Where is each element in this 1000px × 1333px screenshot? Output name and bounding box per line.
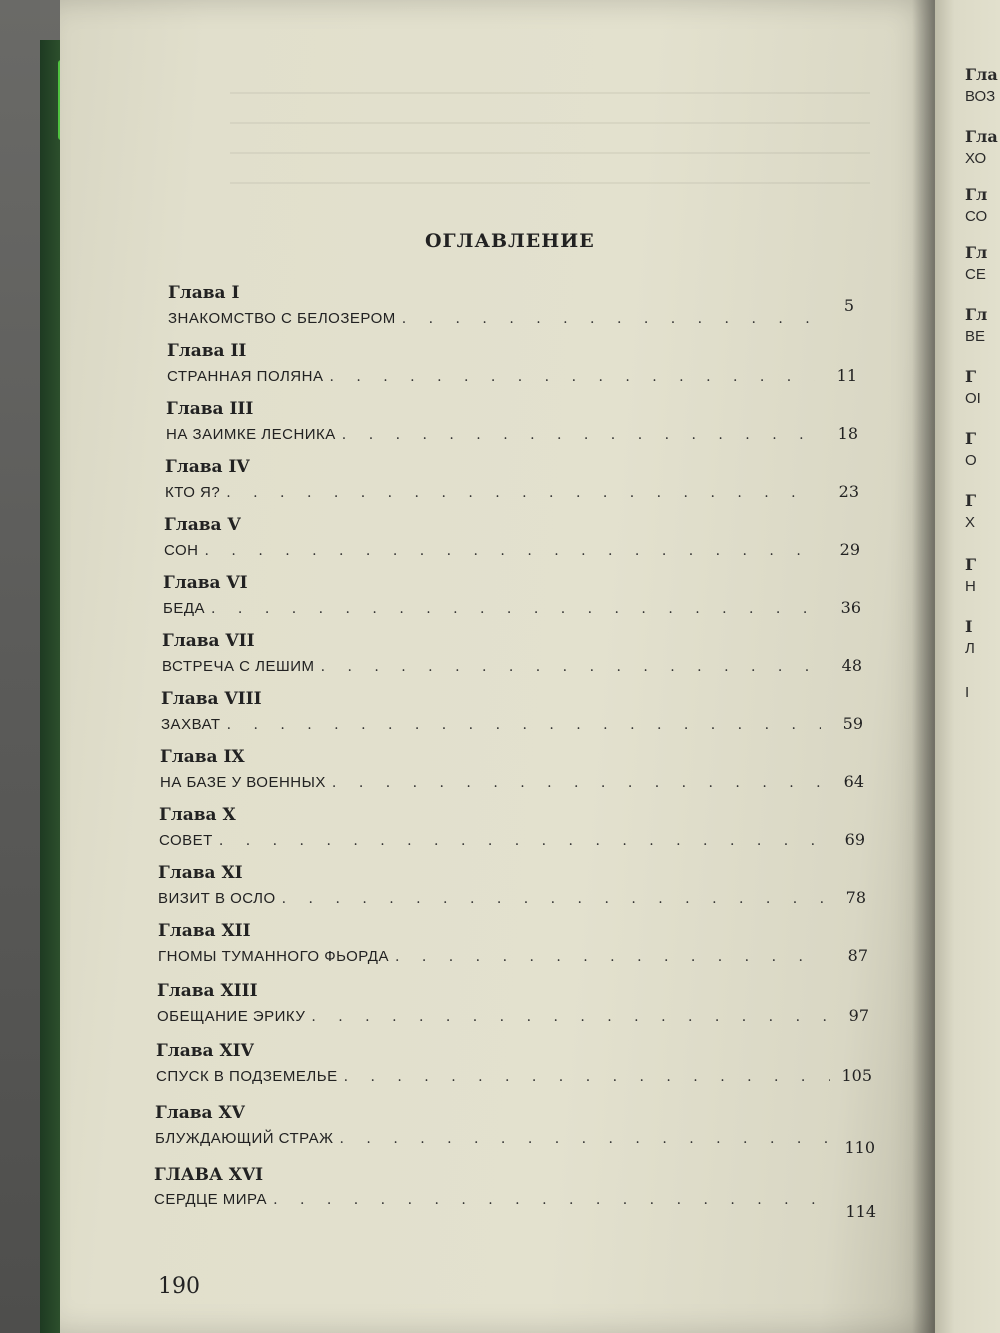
- right-page: [935, 0, 1000, 1333]
- right-page-fragment: [965, 680, 969, 702]
- toc-chapter-title: СЕРДЦЕ МИРА: [154, 1191, 268, 1208]
- toc-leader-dots: [329, 367, 815, 387]
- toc-entry: [168, 282, 854, 329]
- toc-page-number: 48: [841, 656, 862, 675]
- show-through-line: [230, 152, 870, 154]
- toc-chapter-label: Глава VI: [163, 573, 248, 593]
- right-fragment-head: Гл: [965, 305, 988, 324]
- toc-chapter-title: СОН: [164, 542, 199, 559]
- right-fragment-text: ВОЗ: [965, 88, 996, 105]
- toc-chapter-label: Глава VII: [162, 631, 255, 651]
- right-fragment-head: I: [965, 617, 973, 636]
- toc-line: [159, 830, 865, 851]
- right-page-fragment: [965, 368, 981, 408]
- toc-page-number: 87: [847, 946, 868, 965]
- toc-line: [158, 946, 868, 967]
- toc-leader-dots: [273, 1190, 834, 1210]
- toc-page-number: 97: [848, 1006, 869, 1025]
- right-fragment-text: ВЕ: [965, 328, 986, 345]
- toc-line: [160, 772, 864, 793]
- toc-line: [158, 888, 866, 909]
- toc-leader-dots: [344, 1067, 830, 1087]
- show-through-line: [230, 92, 870, 94]
- toc-chapter-title: ЗАХВАТ: [161, 716, 221, 733]
- toc-chapter-label: Глава XV: [155, 1103, 245, 1123]
- toc-page-number: 11: [836, 366, 857, 385]
- right-page-fragment: [965, 128, 998, 168]
- toc-page-number: 114: [845, 1202, 876, 1221]
- toc-page-number: 64: [843, 772, 864, 791]
- toc-entry: [164, 514, 860, 561]
- right-fragment-head: Гл: [965, 243, 988, 262]
- page-number: 190: [158, 1274, 200, 1299]
- toc-leader-dots: [311, 1007, 827, 1027]
- toc-line: [155, 1128, 875, 1157]
- toc-chapter-label: Глава IX: [160, 747, 245, 767]
- toc-leader-dots: [340, 1129, 833, 1149]
- right-page-fragment: [965, 306, 987, 346]
- toc-line: [154, 1190, 876, 1221]
- toc-page-number: 18: [837, 424, 858, 443]
- right-fragment-head: Г: [965, 491, 977, 510]
- toc-chapter-label: Глава XIII: [157, 981, 258, 1001]
- toc-chapter-label: Глава VIII: [161, 689, 262, 709]
- toc-line: [156, 1066, 872, 1087]
- toc-chapter-title: БЕДА: [163, 600, 206, 617]
- right-fragment-head: Г: [965, 555, 977, 574]
- toc-leader-dots: [282, 889, 824, 909]
- toc-page-number: 23: [838, 482, 859, 501]
- toc-page-number: 69: [844, 830, 865, 849]
- toc-chapter-label: Глава II: [167, 341, 247, 361]
- toc-chapter-label: Глава X: [159, 805, 236, 825]
- toc-entry: [162, 630, 862, 677]
- toc-entry: [154, 1164, 876, 1221]
- toc-entry: [161, 688, 863, 735]
- toc-entry: [155, 1102, 875, 1157]
- right-fragment-text: Л: [965, 640, 975, 657]
- toc-leader-dots: [227, 715, 821, 735]
- toc-chapter-title: ЗНАКОМСТВО С БЕЛОЗЕРОМ: [168, 310, 396, 327]
- right-fragment-text: I: [965, 684, 970, 701]
- toc-page-number: 105: [841, 1066, 872, 1085]
- right-fragment-head: Гл: [965, 185, 988, 204]
- toc-chapter-title: ОБЕЩАНИЕ ЭРИКУ: [157, 1008, 306, 1025]
- right-page-fragment: [965, 66, 998, 106]
- toc-leader-dots: [395, 947, 826, 967]
- right-fragment-text: СО: [965, 208, 988, 225]
- right-fragment-head: Гла: [965, 65, 998, 84]
- right-page-fragment: [965, 618, 975, 658]
- toc-line: [168, 296, 854, 329]
- toc-chapter-title: БЛУЖДАЮЩИЙ СТРАЖ: [155, 1130, 334, 1147]
- toc-line: [163, 598, 861, 619]
- toc-chapter-title: ВИЗИТ В ОСЛО: [158, 890, 276, 907]
- toc-page-number: 78: [845, 888, 866, 907]
- toc-line: [167, 366, 857, 387]
- toc-chapter-title: КТО Я?: [165, 484, 221, 501]
- toc-entry: [158, 920, 868, 967]
- toc-page-number: 5: [843, 296, 854, 315]
- right-fragment-head: Г: [965, 429, 977, 448]
- toc-leader-dots: [342, 425, 816, 445]
- toc-entry: [158, 862, 866, 909]
- right-fragment-text: ХО: [965, 150, 987, 167]
- toc-chapter-title: СТРАННАЯ ПОЛЯНА: [167, 368, 324, 385]
- toc-leader-dots: [219, 831, 823, 851]
- right-fragment-text: О: [965, 452, 977, 469]
- toc-page-number: 110: [844, 1138, 875, 1157]
- toc-page-number: 36: [840, 598, 861, 617]
- toc-chapter-label: Глава XII: [158, 921, 251, 941]
- toc-page-number: 59: [842, 714, 863, 733]
- right-page-fragment: [965, 186, 987, 226]
- toc-entry: [159, 804, 865, 851]
- toc-leader-dots: [226, 483, 817, 503]
- right-page-fragment: [965, 556, 976, 596]
- toc-entry: [160, 746, 864, 793]
- toc-entry: [163, 572, 861, 619]
- toc-chapter-label: Глава I: [168, 283, 240, 303]
- toc-leader-dots: [205, 541, 818, 561]
- toc-line: [166, 424, 858, 445]
- right-fragment-text: СЕ: [965, 266, 986, 283]
- right-page-fragment: [965, 492, 976, 532]
- right-fragment-text: ОІ: [965, 390, 981, 407]
- right-fragment-head: Гла: [965, 127, 998, 146]
- toc-line: [164, 540, 860, 561]
- toc-chapter-title: НА БАЗЕ У ВОЕННЫХ: [160, 774, 326, 791]
- toc-chapter-title: СОВЕТ: [159, 832, 213, 849]
- right-page-fragment: [965, 430, 977, 470]
- toc-leader-dots: [211, 599, 819, 619]
- toc-entry: [157, 980, 869, 1027]
- toc-chapter-title: ГНОМЫ ТУМАННОГО ФЬОРДА: [158, 948, 389, 965]
- show-through-line: [230, 182, 870, 184]
- toc-chapter-title: ВСТРЕЧА С ЛЕШИМ: [162, 658, 315, 675]
- toc-heading: ОГЛАВЛЕНИЕ: [425, 230, 595, 252]
- toc-line: [157, 1006, 869, 1027]
- right-fragment-text: Н: [965, 578, 976, 595]
- toc-page-number: 29: [839, 540, 860, 559]
- toc-entry: [165, 456, 859, 503]
- toc-chapter-label: ГЛАВА XVI: [154, 1165, 264, 1185]
- toc-chapter-label: Глава XIV: [156, 1041, 254, 1061]
- toc-chapter-label: Глава XI: [158, 863, 243, 883]
- toc-line: [161, 714, 863, 735]
- toc-entry: [167, 340, 857, 387]
- toc-chapter-title: НА ЗАИМКЕ ЛЕСНИКА: [166, 426, 336, 443]
- toc-chapter-label: Глава III: [166, 399, 254, 419]
- toc-line: [165, 482, 859, 503]
- toc-leader-dots: [321, 657, 820, 677]
- toc-leader-dots: [332, 773, 822, 793]
- toc-leader-dots: [402, 309, 812, 329]
- toc-entry: [156, 1040, 872, 1087]
- right-page-fragment: [965, 244, 987, 284]
- toc-line: [162, 656, 862, 677]
- toc-entry: [166, 398, 858, 445]
- toc-chapter-label: Глава V: [164, 515, 241, 535]
- right-fragment-head: Г: [965, 367, 977, 386]
- show-through-line: [230, 122, 870, 124]
- toc-chapter-title: СПУСК В ПОДЗЕМЕЛЬЕ: [156, 1068, 338, 1085]
- toc-chapter-label: Глава IV: [165, 457, 250, 477]
- right-fragment-text: Х: [965, 514, 976, 531]
